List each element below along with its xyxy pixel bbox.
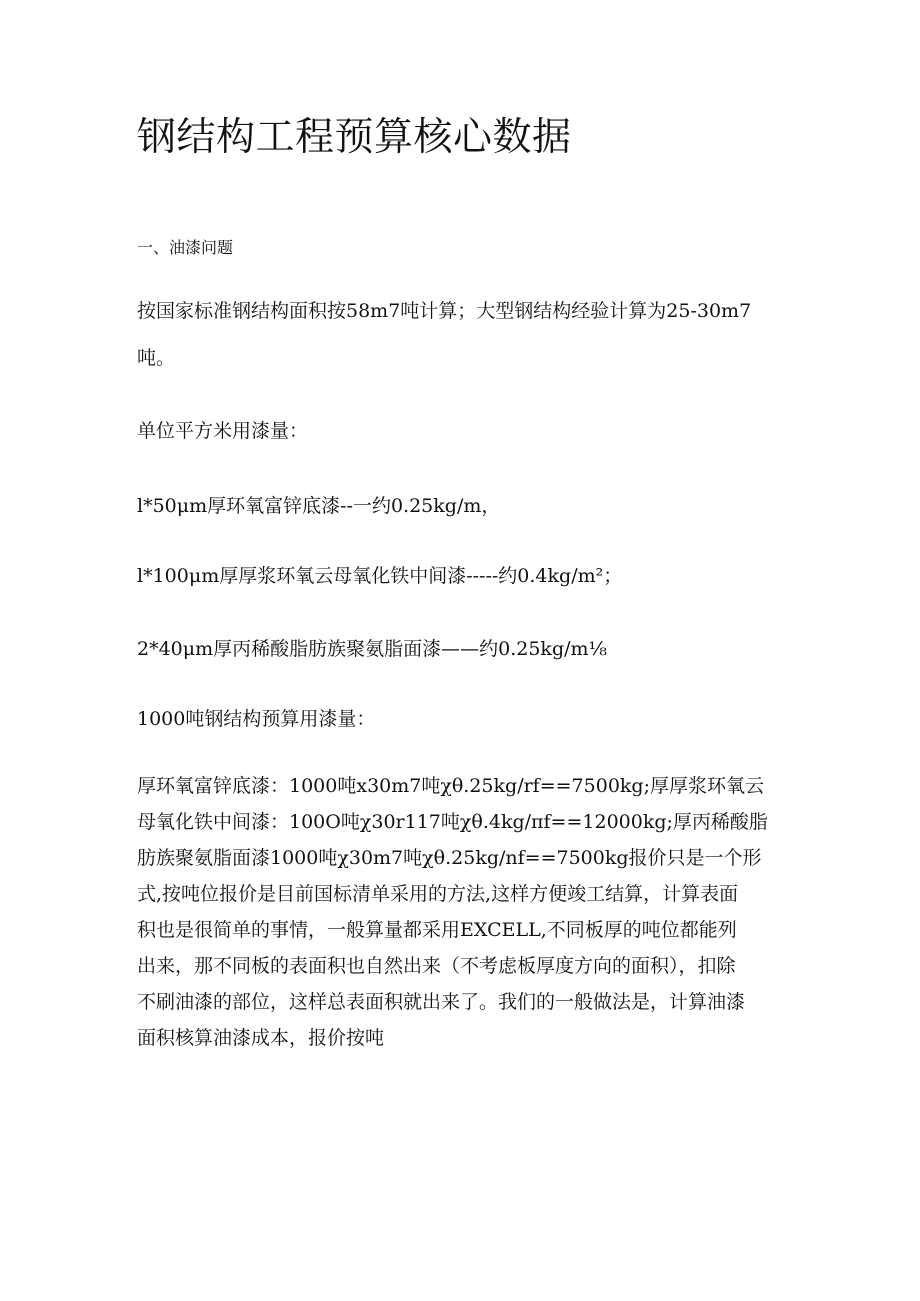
section-heading: 一、油漆问题 [137,238,234,257]
budget-paragraph-line: 肪族聚氨脂面漆1000吨χ30m7吨χθ.25kg/nf==7500kg报价只是一个形 [137,847,762,869]
budget-heading: 1000吨钢结构预算用漆量： [137,708,376,730]
budget-paragraph-line: 厚环氧富锌底漆：1000吨x30m7吨χθ.25kg∕rf==7500kg;厚厚浆环氧云 [137,775,764,797]
budget-paragraph-line: 母氧化铁中间漆：100O吨χ30r117吨χθ.4kg∕πf==12000kg;厚丙稀酸脂 [137,811,768,833]
budget-paragraph-line: 积也是很简单的事情，一般算量都采用EXCELL,不同板厚的吨位都能列 [137,919,737,941]
budget-paragraph-line: 面积核算油漆成本，报价按吨 [137,1027,385,1049]
paint-item-topcoat: 2*40μm厚丙稀酸脂肪族聚氨脂面漆——约0.25kg∕m⅛ [137,638,607,660]
unit-usage-heading: 单位平方米用漆量： [137,420,309,442]
intro-line-1: 按国家标准钢结构面积按58m7吨计算；大型钢结构经验计算为25-30m7 [137,300,752,322]
paint-item-primer: l*50μm厚环氧富锌底漆--一约0.25kg/m， [137,495,501,517]
paint-item-intermediate: l*100μm厚厚浆环氧云母氧化铁中间漆-----约0.4kg∕m²； [137,565,623,587]
budget-paragraph-line: 不刷油漆的部位，这样总表面积就出来了。我们的一般做法是，计算油漆 [137,991,746,1013]
budget-paragraph-line: 出来，那不同板的表面积也自然出来（不考虑板厚度方向的面积），扣除 [137,955,736,977]
page-title: 钢结构工程预算核心数据 [137,115,572,160]
intro-line-2: 吨。 [137,347,176,369]
budget-paragraph [137,768,787,1056]
budget-paragraph-line: 式,按吨位报价是目前国标清单采用的方法,这样方便竣工结算，计算表面 [137,883,739,905]
